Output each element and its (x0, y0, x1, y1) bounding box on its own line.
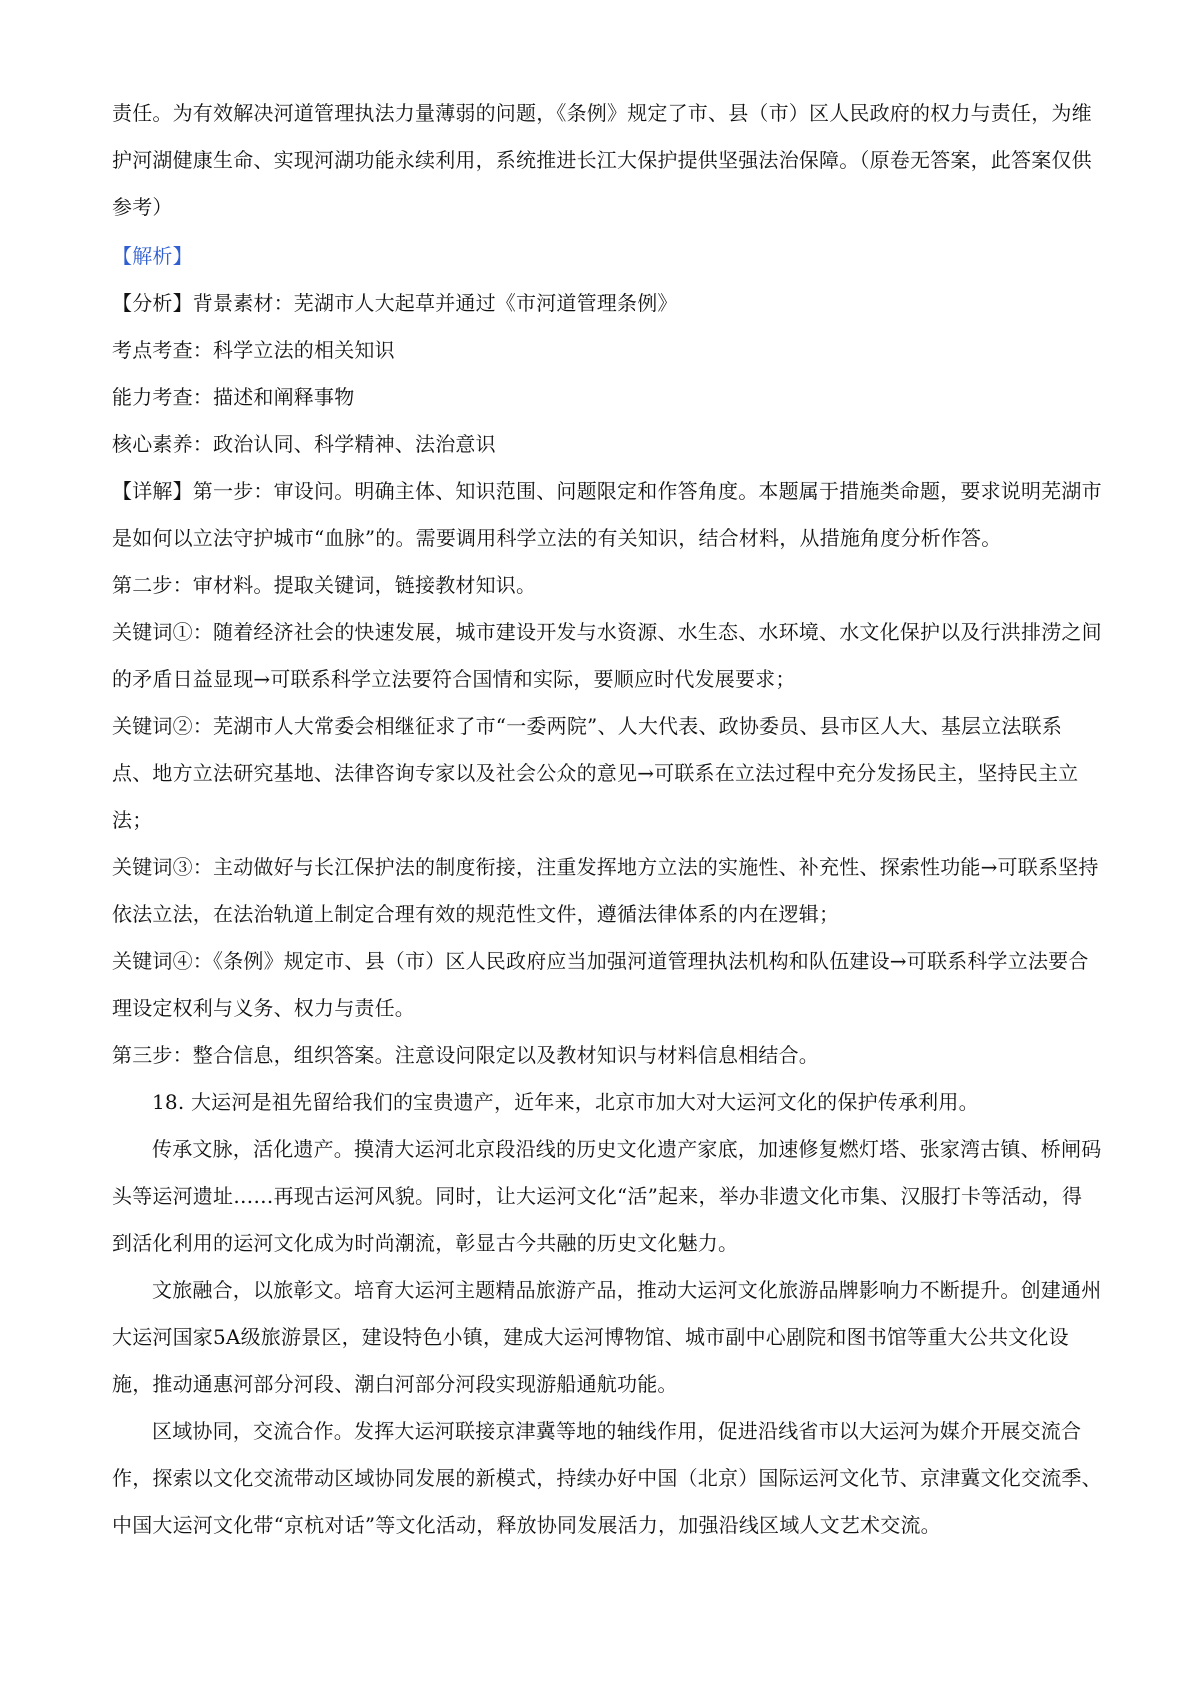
question-18-paragraph: 传承文脉，活化遗产。摸清大运河北京段沿线的历史文化遗产家底，加速修复燃灯塔、张家湾古镇、桥闸码头等运河遗址……再现古运河风貌。同时，让大运河文化“活”起来，举办非遗文化市集、汉服打卡等活动，得到活化利用的运河文化成为时尚潮流，彰显古今共融的历史文化魅力。 (112, 1137, 1102, 1255)
analysis-line: 核心素养：政治认同、科学精神、法治意识 (112, 432, 496, 456)
document-content (112, 90, 1102, 1549)
intro-paragraph: 责任。为有效解决河道管理执法力量薄弱的问题，《条例》规定了市、县（市）区人民政府的权力与责任，为维护河湖健康生命、实现河湖功能永续利用，系统推进长江大保护提供坚强法治保障。（原卷无答案，此答案仅供参考） (112, 101, 1092, 219)
step-two: 第二步：审材料。提取关键词，链接教材知识。 (112, 573, 537, 597)
keyword-item: 关键词②：芜湖市人大常委会相继征求了市“一委两院”、人大代表、政协委员、县市区人大、基层立法联系点、地方立法研究基地、法律咨询专家以及社会公众的意见→可联系在立法过程中充分发扬民主，坚持民主立法； (112, 714, 1079, 832)
analysis-line: 【分析】背景素材：芜湖市人大起草并通过《市河道管理条例》 (112, 291, 678, 315)
analysis-line: 考点考查：科学立法的相关知识 (112, 338, 395, 362)
step-three: 第三步：整合信息，组织答案。注意设问限定以及教材知识与材料信息相结合。 (112, 1043, 819, 1067)
question-18-stem: 18. 大运河是祖先留给我们的宝贵遗产，近年来，北京市加大对大运河文化的保护传承利用。 (152, 1090, 979, 1114)
keyword-item: 关键词③：主动做好与长江保护法的制度衔接，注重发挥地方立法的实施性、补充性、探索性功能→可联系坚持依法立法，在法治轨道上制定合理有效的规范性文件，遵循法律体系的内在逻辑； (112, 855, 1099, 926)
keyword-item: 关键词①：随着经济社会的快速发展，城市建设开发与水资源、水生态、水环境、水文化保护以及行洪排涝之间的矛盾日益显现→可联系科学立法要符合国情和实际，要顺应时代发展要求； (112, 620, 1102, 691)
question-18-paragraph: 文旅融合，以旅彰文。培育大运河主题精品旅游产品，推动大运河文化旅游品牌影响力不断提升。创建通州大运河国家5A级旅游景区，建设特色小镇，建成大运河博物馆、城市副中心剧院和图书馆等重大公共文化设施，推动通惠河部分河段、潮白河部分河段实现游船通航功能。 (112, 1278, 1102, 1396)
detail-intro: 【详解】第一步：审设问。明确主体、知识范围、问题限定和作答角度。本题属于措施类命题，要求说明芜湖市是如何以立法守护城市“血脉”的。需要调用科学立法的有关知识，结合材料，从措施角度分析作答。 (112, 479, 1102, 550)
keyword-item: 关键词④：《条例》规定市、县（市）区人民政府应当加强河道管理执法机构和队伍建设→可联系科学立法要合理设定权利与义务、权力与责任。 (112, 949, 1089, 1020)
analysis-title: 【解析】 (112, 244, 193, 268)
question-18-paragraph: 区域协同，交流合作。发挥大运河联接京津冀等地的轴线作用，促进沿线省市以大运河为媒介开展交流合作，探索以文化交流带动区域协同发展的新模式，持续办好中国（北京）国际运河文化节、京津冀文化交流季、中国大运河文化带“京杭对话”等文化活动，释放协同发展活力，加强沿线区域人文艺术交流。 (112, 1419, 1102, 1537)
analysis-line: 能力考查：描述和阐释事物 (112, 385, 355, 409)
